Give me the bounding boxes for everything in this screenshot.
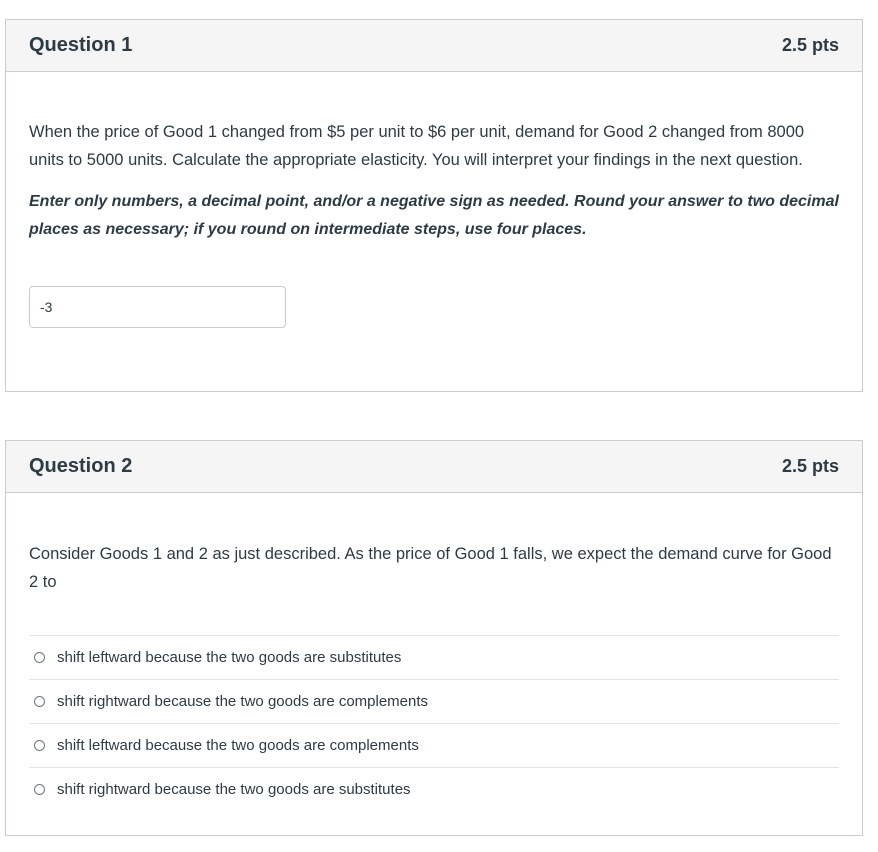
question-1 bbox=[5, 19, 863, 392]
question-header bbox=[6, 20, 862, 72]
question-text: Consider Goods 1 and 2 as just described. As the price of Good 1 falls, we expect the demand curve for Good 2 to bbox=[29, 545, 832, 591]
answer-input[interactable] bbox=[29, 286, 286, 328]
answer-label[interactable]: shift rightward because the two goods are complements bbox=[57, 693, 429, 710]
question-body bbox=[6, 72, 862, 328]
question-title: Question 2 bbox=[29, 455, 133, 477]
answer-options bbox=[29, 635, 839, 811]
answer-label[interactable]: shift leftward because the two goods are complements bbox=[57, 737, 419, 754]
answer-option-1[interactable] bbox=[29, 636, 839, 680]
answer-option-4[interactable] bbox=[29, 768, 839, 811]
radio-button[interactable] bbox=[34, 652, 45, 663]
question-points: 2.5 pts bbox=[781, 456, 839, 476]
radio-button[interactable] bbox=[34, 696, 45, 707]
question-body bbox=[6, 493, 862, 811]
answer-option-2[interactable] bbox=[29, 680, 839, 724]
question-header bbox=[6, 441, 862, 493]
question-instructions: Enter only numbers, a decimal point, and/or a negative sign as needed. Round your answer to two decimal places as necessary; if you round on intermediate steps, use four places. bbox=[29, 193, 839, 238]
question-2 bbox=[5, 440, 863, 836]
radio-button[interactable] bbox=[34, 784, 45, 795]
answer-label[interactable]: shift rightward because the two goods are substitutes bbox=[57, 781, 411, 798]
answer-option-3[interactable] bbox=[29, 724, 839, 768]
answer-label[interactable]: shift leftward because the two goods are substitutes bbox=[57, 649, 402, 666]
radio-button[interactable] bbox=[34, 740, 45, 751]
question-title: Question 1 bbox=[29, 34, 133, 56]
question-text: When the price of Good 1 changed from $5 per unit to $6 per unit, demand for Good 2 changed from 8000 units to 5000 units. Calculate the appropriate elasticity. You will interpret your findings in the next question. bbox=[29, 123, 805, 169]
question-points: 2.5 pts bbox=[781, 35, 839, 55]
